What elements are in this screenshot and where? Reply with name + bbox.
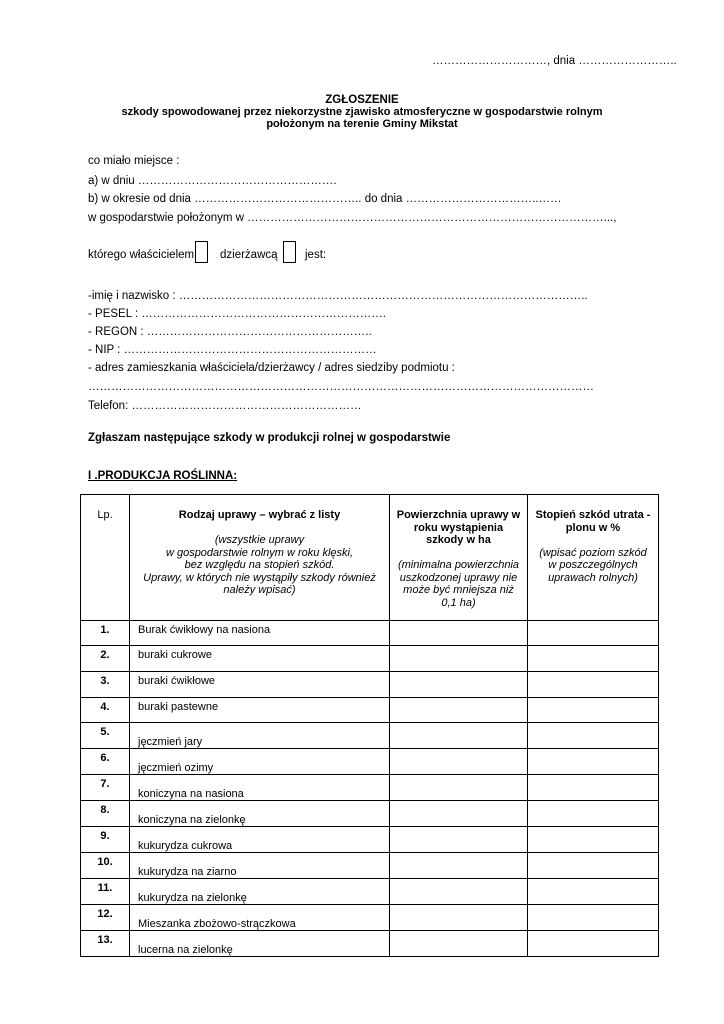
area-input-cell[interactable] bbox=[390, 775, 528, 801]
loss-input-cell[interactable] bbox=[528, 905, 659, 931]
name-field[interactable]: -imię i nazwisko : …………………………………………………………………………………………….. bbox=[88, 290, 588, 302]
table-row bbox=[81, 801, 659, 827]
pesel-field[interactable]: - PESEL : ………………………………………………………. bbox=[88, 308, 386, 320]
loss-input-cell[interactable] bbox=[528, 672, 659, 698]
area-input-cell[interactable] bbox=[390, 698, 528, 723]
owner-label: którego właścicielem bbox=[88, 249, 195, 261]
nip-field[interactable]: - NIP : ………………………………………………………… bbox=[88, 344, 377, 356]
crop-name: buraki cukrowe bbox=[130, 646, 390, 672]
row-number: 2. bbox=[81, 646, 130, 672]
table-row bbox=[81, 723, 659, 749]
section-heading: I .PRODUKCJA ROŚLINNA: bbox=[88, 470, 238, 482]
crop-name: buraki ćwikłowe bbox=[130, 672, 390, 698]
header-crop: Rodzaj uprawy – wybrać z listy (wszystkie uprawy w gospodarstwie rolnym w roku klęski, bez względu na stopień szkód. Uprawy, w których nie wystąpiły szkody również należy wpisać) bbox=[130, 495, 390, 621]
crop-name: jęczmień jary bbox=[130, 723, 390, 749]
header-loss: Stopień szkód utrata - plonu w % (wpisać poziom szkód w poszczególnych uprawach rolnych) bbox=[528, 495, 659, 621]
table-row bbox=[81, 931, 659, 957]
table-row bbox=[81, 853, 659, 879]
table-row bbox=[81, 905, 659, 931]
loss-input-cell[interactable] bbox=[528, 621, 659, 646]
address-field[interactable]: …………………………………………………………………………………………………………………… bbox=[88, 381, 594, 393]
loss-input-cell[interactable] bbox=[528, 827, 659, 853]
owner-checkbox[interactable] bbox=[195, 241, 208, 263]
loss-input-cell[interactable] bbox=[528, 723, 659, 749]
loss-input-cell[interactable] bbox=[528, 879, 659, 905]
row-number: 10. bbox=[81, 853, 130, 879]
loss-input-cell[interactable] bbox=[528, 698, 659, 723]
loss-input-cell[interactable] bbox=[528, 775, 659, 801]
crop-name: buraki pastewne bbox=[130, 698, 390, 723]
row-number: 12. bbox=[81, 905, 130, 931]
loss-input-cell[interactable] bbox=[528, 749, 659, 775]
table-row bbox=[81, 698, 659, 723]
row-number: 9. bbox=[81, 827, 130, 853]
row-number: 13. bbox=[81, 931, 130, 957]
area-input-cell[interactable] bbox=[390, 621, 528, 646]
row-number: 11. bbox=[81, 879, 130, 905]
row-number: 8. bbox=[81, 801, 130, 827]
date-line: …………………………, dnia …………………….. bbox=[432, 55, 677, 67]
table-row bbox=[81, 621, 659, 646]
area-input-cell[interactable] bbox=[390, 827, 528, 853]
crop-damage-table bbox=[80, 494, 659, 957]
declaration-heading: Zgłaszam następujące szkody w produkcji rolnej w gospodarstwie bbox=[88, 432, 451, 444]
table-row bbox=[81, 646, 659, 672]
header-lp: Lp. bbox=[81, 495, 130, 621]
tenant-label: dzierżawcą bbox=[220, 249, 278, 261]
is-label: jest: bbox=[305, 249, 327, 261]
area-input-cell[interactable] bbox=[390, 853, 528, 879]
farm-location-field[interactable]: w gospodarstwie położonym w …………………………………………………………………………………..., bbox=[88, 212, 617, 224]
form-subtitle: szkody spowodowanej przez niekorzystne zjawisko atmosferyczne w gospodarstwie rolnym bbox=[121, 106, 603, 118]
period-field[interactable]: b) w okresie od dnia …………………………………….. do dnia ……………………………..…… bbox=[88, 193, 562, 205]
area-input-cell[interactable] bbox=[390, 905, 528, 931]
crop-name: kukurydza na zielonkę bbox=[130, 879, 390, 905]
table-row bbox=[81, 827, 659, 853]
crop-name: lucerna na zielonkę bbox=[130, 931, 390, 957]
occurred-label: co miało miejsce : bbox=[88, 155, 180, 167]
header-area: Powierzchnia uprawy w roku wystąpienia szkody w ha (minimalna powierzchnia uszkodzonej uprawy nie może być mniejsza niż 0,1 ha) bbox=[390, 495, 528, 621]
row-number: 4. bbox=[81, 698, 130, 723]
crop-name: kukurydza na ziarno bbox=[130, 853, 390, 879]
crop-name: jęczmień ozimy bbox=[130, 749, 390, 775]
crop-name: Mieszanka zbożowo-strączkowa bbox=[130, 905, 390, 931]
regon-field[interactable]: - REGON : ………………………………………………….. bbox=[88, 326, 372, 338]
area-input-cell[interactable] bbox=[390, 672, 528, 698]
loss-input-cell[interactable] bbox=[528, 646, 659, 672]
loss-input-cell[interactable] bbox=[528, 801, 659, 827]
row-number: 6. bbox=[81, 749, 130, 775]
date-field[interactable]: a) w dniu ……………………………………………. bbox=[88, 175, 337, 187]
form-subtitle-location: położonym na terenie Gminy Mikstat bbox=[266, 118, 458, 130]
crop-name: koniczyna na nasiona bbox=[130, 775, 390, 801]
area-input-cell[interactable] bbox=[390, 931, 528, 957]
row-number: 1. bbox=[81, 621, 130, 646]
phone-field[interactable]: Telefon: …………………………………………………… bbox=[88, 400, 362, 412]
loss-input-cell[interactable] bbox=[528, 853, 659, 879]
form-title: ZGŁOSZENIE bbox=[325, 94, 399, 106]
table-row bbox=[81, 672, 659, 698]
row-number: 7. bbox=[81, 775, 130, 801]
crop-name: koniczyna na zielonkę bbox=[130, 801, 390, 827]
loss-input-cell[interactable] bbox=[528, 931, 659, 957]
crop-name: Burak ćwikłowy na nasiona bbox=[130, 621, 390, 646]
table-row bbox=[81, 749, 659, 775]
row-number: 3. bbox=[81, 672, 130, 698]
area-input-cell[interactable] bbox=[390, 879, 528, 905]
address-label: - adres zamieszkania właściciela/dzierżawcy / adres siedziby podmiotu : bbox=[88, 362, 455, 374]
table-row bbox=[81, 879, 659, 905]
table-header-row bbox=[81, 495, 659, 621]
row-number: 5. bbox=[81, 723, 130, 749]
area-input-cell[interactable] bbox=[390, 749, 528, 775]
table-row bbox=[81, 775, 659, 801]
area-input-cell[interactable] bbox=[390, 646, 528, 672]
area-input-cell[interactable] bbox=[390, 801, 528, 827]
crop-name: kukurydza cukrowa bbox=[130, 827, 390, 853]
tenant-checkbox[interactable] bbox=[283, 241, 296, 263]
area-input-cell[interactable] bbox=[390, 723, 528, 749]
